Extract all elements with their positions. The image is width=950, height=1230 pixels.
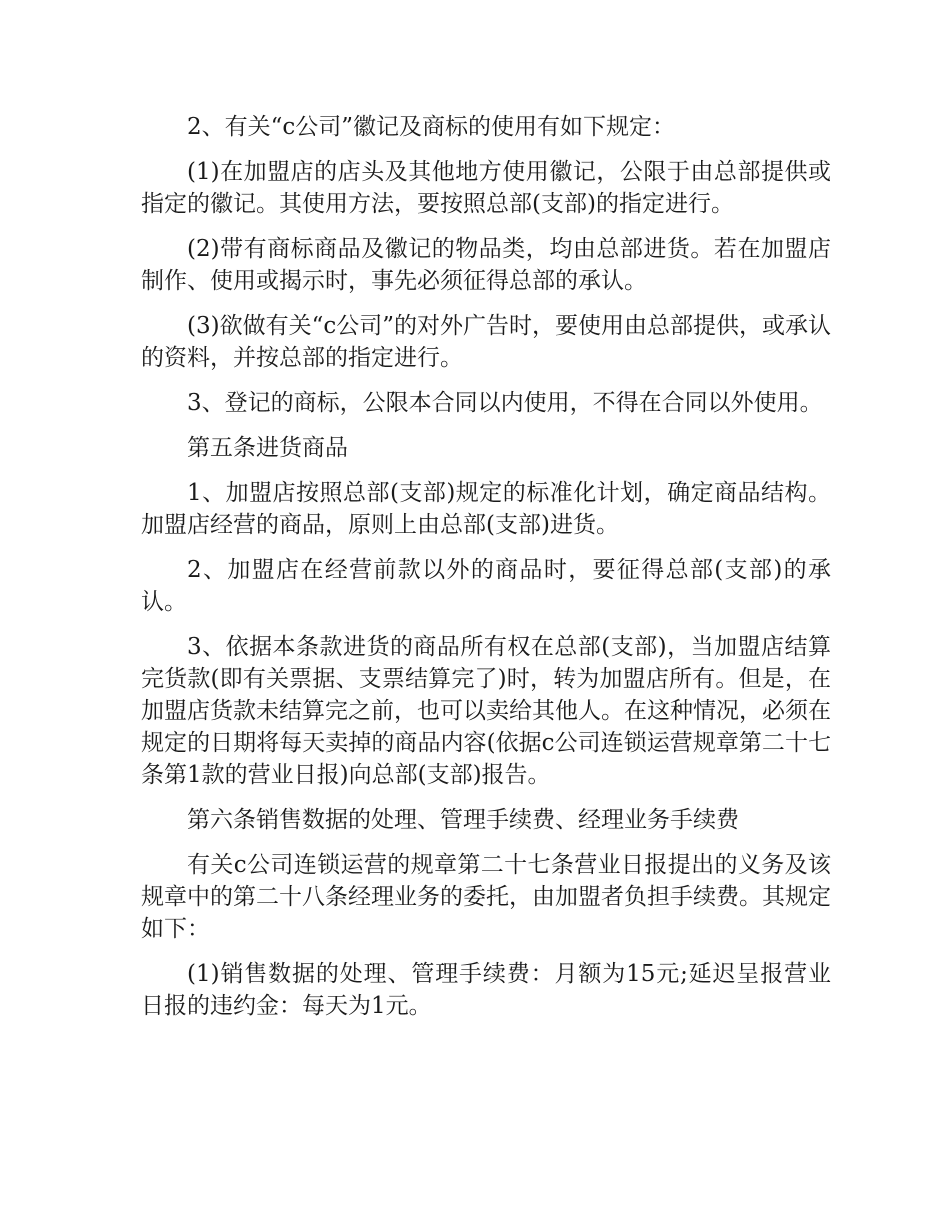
article-6-intro: 有关c公司连锁运营的规章第二十七条营业日报提出的义务及该规章中的第二十八条经理业务的委托，由加盟者负担手续费。其规定如下： — [141, 852, 831, 942]
paragraph-rule-2: (2)带有商标商品及徽记的物品类，均由总部进货。若在加盟店制作、使用或揭示时，事先必须征得总部的承认。 — [141, 236, 831, 294]
article-5-clause-2: 2、加盟店在经营前款以外的商品时，要征得总部(支部)的承认。 — [141, 557, 831, 615]
paragraph-rule-3: (3)欲做有关“c公司”的对外广告时，要使用由总部提供，或承认的资料，并按总部的指定进行。 — [141, 313, 831, 371]
paragraph-rule-1: (1)在加盟店的店头及其他地方使用徽记，公限于由总部提供或指定的徽记。其使用方法，要按照总部(支部)的指定进行。 — [141, 159, 831, 217]
article-6-item-1: (1)销售数据的处理、管理手续费：月额为15元;延迟呈报营业日报的违约金：每天为1元。 — [141, 961, 831, 1019]
article-5-clause-1: 1、加盟店按照总部(支部)规定的标准化计划，确定商品结构。加盟店经营的商品，原则上由总部(支部)进货。 — [141, 480, 831, 538]
paragraph-logo-trademark-rules: 2、有关“c公司”徽记及商标的使用有如下规定： — [187, 114, 676, 140]
paragraph-registered-trademark: 3、登记的商标，公限本合同以内使用，不得在合同以外使用。 — [187, 390, 823, 416]
article-5-clause-3: 3、依据本条款进货的商品所有权在总部(支部)，当加盟店结算完货款(即有关票据、支票结算完了)时，转为加盟店所有。但是，在加盟店货款未结算完之前，也可以卖给其他人。在这种情况，必须在规定的日期将每天卖掉的商品内容(依据c公司连锁运营规章第二十七条第1款的营业日报)向总部(支部)报告。 — [141, 634, 831, 788]
article-5-heading: 第五条进货商品 — [187, 435, 348, 461]
document-page — [141, 111, 831, 1035]
article-6-heading: 第六条销售数据的处理、管理手续费、经理业务手续费 — [187, 807, 739, 833]
